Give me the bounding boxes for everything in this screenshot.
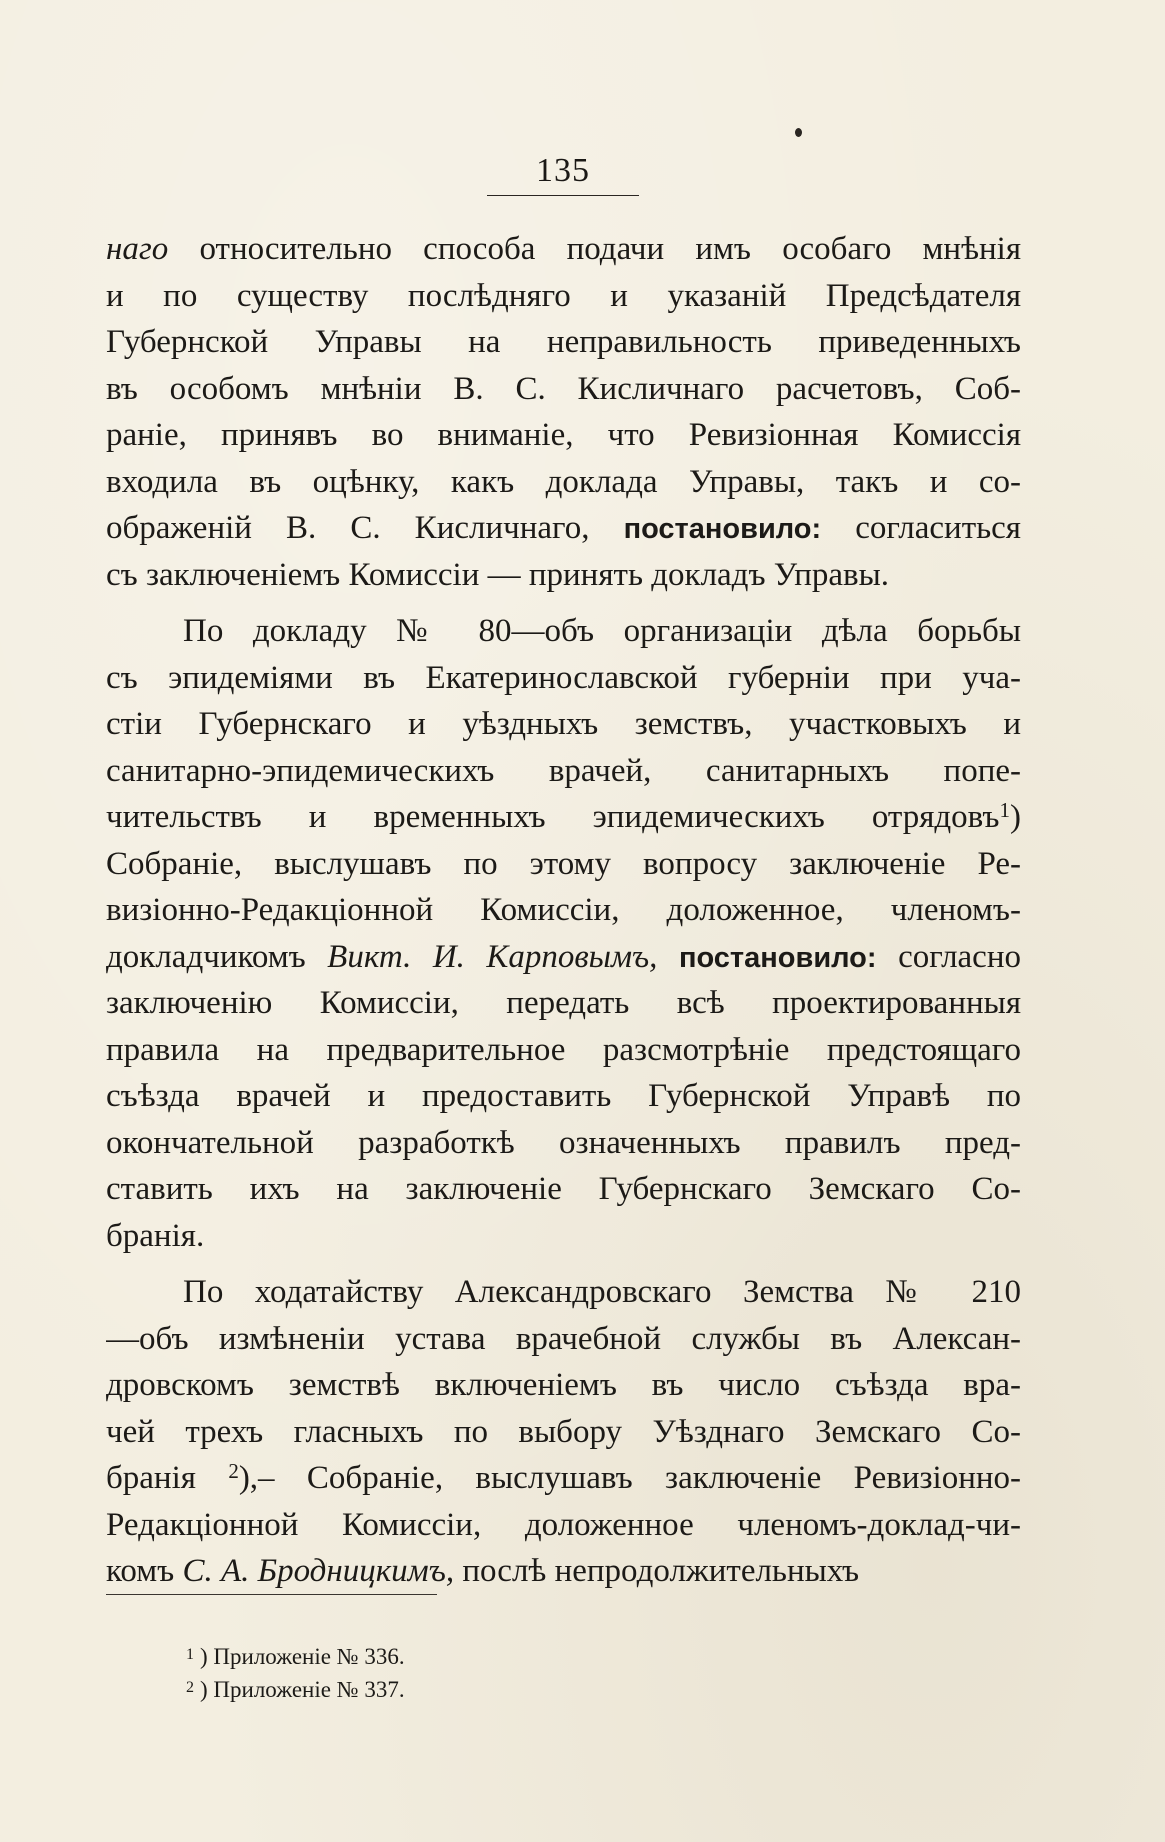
- footnote: [186, 1673, 786, 1706]
- text-segment: [657, 939, 679, 975]
- body-text: [106, 226, 1021, 1595]
- footnote-reference: 1: [999, 798, 1010, 822]
- text-segment: правила на предварительное разсмотрѣніе предстоящаго: [106, 1031, 1021, 1068]
- footnote-mark: 1: [186, 1646, 194, 1663]
- text-line: [106, 1362, 1021, 1409]
- text-segment: стіи Губернскаго и уѣздныхъ земствъ, участковыхъ и: [106, 706, 1021, 742]
- text-line: [106, 1548, 1021, 1595]
- text-line: [106, 1269, 1021, 1316]
- text-segment: Собраніе, выслушавъ по этому вопросу заключеніе Ре-: [106, 845, 1021, 882]
- text-line: [106, 841, 1021, 888]
- footnote-rule: [106, 1594, 437, 1595]
- text-segment: въ особомъ мнѣніи В. С. Кисличнаго расчетовъ, Соб-: [106, 370, 1021, 407]
- footnote-reference: 2: [228, 1459, 239, 1483]
- page-number-rule: [487, 195, 639, 196]
- text-segment: Редакціонной Комиссіи, доложенное членомъ-доклад-чи-: [106, 1506, 1021, 1543]
- text-segment: раніе, принявъ во вниманіе, что Ревизіонная Комиссія: [106, 417, 1021, 453]
- text-line: [106, 887, 1021, 934]
- page-number: 135: [536, 152, 590, 189]
- text-segment: съ заключеніемъ Комиссіи — принять докладъ Управы.: [106, 556, 890, 593]
- text-line: [106, 748, 1021, 795]
- text-line: [106, 505, 1021, 552]
- text-segment: бранія.: [106, 1217, 205, 1254]
- text-segment: входила въ оцѣнку, какъ доклада Управы, такъ и со-: [106, 463, 1021, 500]
- text-line: [106, 701, 1021, 748]
- text-segment: согласиться: [821, 510, 1021, 546]
- bold-text: постановило:: [623, 513, 822, 545]
- text-segment: ставить ихъ на заключеніе Губернскаго Земскаго Со-: [106, 1171, 1021, 1207]
- text-line: [106, 273, 1021, 320]
- text-segment: визіонно-Редакціонной Комиссіи, доложенное, членомъ-: [106, 892, 1021, 928]
- text-line: [106, 934, 1021, 981]
- text-segment: съ эпидеміями въ Екатеринославской губерніи при уча-: [106, 659, 1021, 696]
- footnote-mark: 2: [186, 1679, 194, 1696]
- text-line: [106, 1316, 1021, 1363]
- text-line: [106, 226, 1021, 273]
- text-line: [106, 366, 1021, 413]
- text-line: [106, 319, 1021, 366]
- ink-speck: [795, 128, 802, 137]
- text-segment: Губернской Управы на неправильность приведенныхъ: [106, 324, 1021, 360]
- text-line: [106, 655, 1021, 702]
- text-line: [106, 1455, 1021, 1502]
- text-line: [106, 1027, 1021, 1074]
- text-line: [106, 1213, 1021, 1260]
- text-segment: чей трехъ гласныхъ по выбору Уѣзднаго Земскаго Со-: [106, 1413, 1021, 1450]
- text-segment: послѣ непродолжительныхъ: [454, 1553, 860, 1589]
- text-segment: съѣзда врачей и предоставить Губернской Управѣ по: [106, 1078, 1021, 1114]
- text-segment: По ходатайству Александровскаго Земства № 210: [183, 1274, 1021, 1310]
- text-segment: и по существу послѣдняго и указаній Предсѣдателя: [106, 277, 1021, 314]
- paragraph-gap: [106, 598, 1021, 608]
- text-segment: ): [1010, 799, 1021, 835]
- text-segment: ображеній В. С. Кисличнаго,: [106, 510, 624, 546]
- text-segment: комъ: [106, 1553, 183, 1589]
- text-line: [106, 794, 1021, 841]
- text-line: [106, 459, 1021, 506]
- footnote: [186, 1640, 786, 1673]
- text-line: [106, 552, 1021, 599]
- text-segment: бранія: [106, 1460, 229, 1496]
- emphasized-text: С. А. Бродницкимъ,: [182, 1553, 455, 1589]
- emphasized-text: наго: [106, 231, 169, 267]
- text-segment: заключенію Комиссіи, передать всѣ проектированныя: [106, 985, 1021, 1021]
- text-line: [106, 980, 1021, 1027]
- footnote-text: ) Приложеніе № 336.: [200, 1644, 405, 1669]
- text-segment: окончательной разработкѣ означенныхъ правилъ пред-: [106, 1124, 1021, 1161]
- text-line: [106, 1120, 1021, 1167]
- text-line: [106, 608, 1021, 655]
- emphasized-text: Викт. И. Карповымъ,: [327, 938, 658, 975]
- paragraph-gap: [106, 1259, 1021, 1269]
- bold-text: постановило:: [678, 941, 877, 974]
- text-segment: ),– Собраніе, выслушавъ заключеніе Ревизіонно-: [238, 1460, 1021, 1496]
- text-line: [106, 1073, 1021, 1120]
- text-segment: —объ измѣненіи устава врачебной службы въ Алексан-: [106, 1320, 1021, 1357]
- text-line: [106, 412, 1021, 459]
- text-line: [106, 1502, 1021, 1549]
- text-segment: относительно способа подачи имъ особаго мнѣнія: [168, 231, 1021, 267]
- text-segment: санитарно-эпидемическихъ врачей, санитарныхъ попе-: [106, 752, 1021, 789]
- text-segment: дровскомъ земствѣ включеніемъ въ число съѣзда вра-: [106, 1367, 1021, 1403]
- text-line: [106, 1166, 1021, 1213]
- footnote-text: ) Приложеніе № 337.: [200, 1677, 405, 1702]
- text-segment: чительствъ и временныхъ эпидемическихъ отрядовъ: [106, 799, 1000, 835]
- text-segment: согласно: [876, 938, 1021, 975]
- text-line: [106, 1409, 1021, 1456]
- footnotes: [186, 1640, 786, 1706]
- text-segment: докладчикомъ: [106, 938, 328, 975]
- text-segment: По докладу № 80—объ организаціи дѣла борьбы: [183, 613, 1021, 649]
